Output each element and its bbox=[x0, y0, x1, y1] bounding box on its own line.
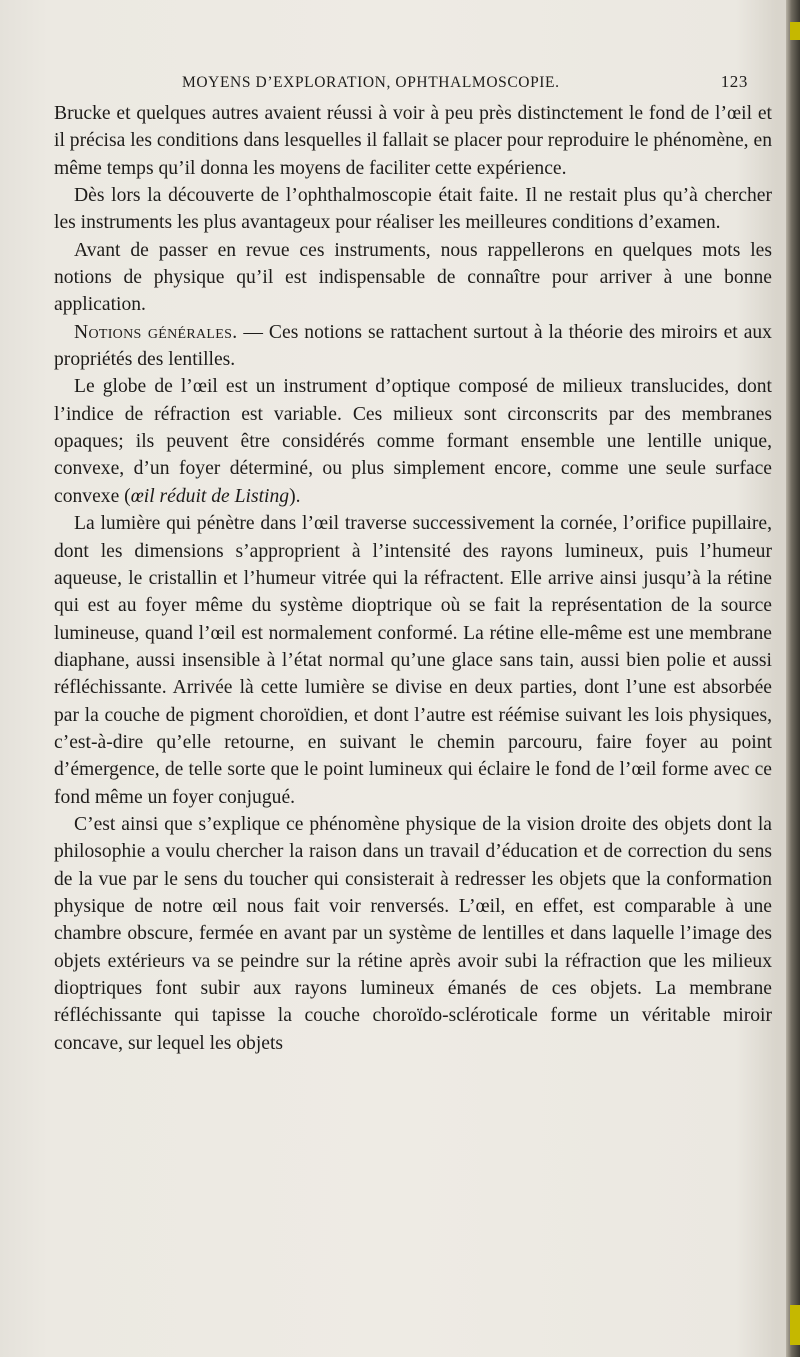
paragraph: Brucke et quelques autres avaient réussi à voir à peu près distinctement le fond de l’œil et il précisa les conditions dans lesquelles il fallait se placer pour reproduire le phénomène, en même temps qu’il donna les moyens de faciliter cette expérience. bbox=[54, 103, 772, 179]
paragraph-text: Le globe de l’œil est un instrument d’optique composé de milieux translucides, dont l’indice de réfraction est variable. Ces milieux sont circonscrits par des membranes opaques; ils peuvent être considérés comme formant ensemble une lentille unique, convexe, d’un foyer déterminé, ou plus simplement encore, comme une seule surface convexe ( bbox=[54, 376, 772, 507]
italic-term: œil réduit de Listing bbox=[130, 485, 290, 507]
paragraph: La lumière qui pénètre dans l’œil traverse successivement la cornée, l’orifice pupillaire, dont les dimensions s’approprient à l’intensité des rayons lumineux, puis l’humeur aqueuse, le cristallin et l’humeur vitrée qui la réfractent. Elle arrive ainsi jusqu’à la rétine qui est au foyer même du système dioptrique où se fait la représentation de la source lumineuse, quand l’œil est normalement conformé. La rétine elle-même est une membrane diaphane, aussi insensible à l’état normal qu’une glace sans tain, aussi bien polie et aussi réfléchissante. Arrivée là cette lumière se divise en deux parties, dont l’une est absorbée par la couche de pigment choroïdien, et dont l’autre est réémise suivant les lois physiques, c’est-à-dire qu’elle retourne, en suivant le chemin parcouru, faire foyer au point d’émergence, de telle sorte que le point lumineux qui éclaire le fond de l’œil forme avec ce fond même un foyer conjugué. bbox=[54, 513, 772, 808]
spine-color-mark bbox=[790, 1305, 800, 1345]
section-heading: Notions générales. bbox=[74, 321, 238, 343]
running-title: MOYENS D’EXPLORATION, OPHTHALMOSCOPIE. bbox=[182, 74, 560, 91]
paragraph bbox=[54, 319, 772, 374]
paragraph: C’est ainsi que s’explique ce phénomène physique de la vision droite des objets dont la philosophie a voulu chercher la raison dans un travail d’éducation et de correction du sens de la vue par le sens du toucher qui consisterait à redresser les objets que la conformation physique de notre œil nous fait voir renversés. L’œil, en effet, est comparable à une chambre obscure, fermée en avant par un système de lentilles et dans laquelle l’image des objets extérieurs va se peindre sur la rétine après avoir subi la réfraction que les milieux dioptriques font subir aux rayons lumineux émanés de ces objets. La membrane réfléchissante qui tapisse la couche choroïdo-scléroticale forme un véritable miroir concave, sur lequel les objets bbox=[54, 813, 772, 1054]
paragraph-text: — Ces notions se rattachent surtout à la théorie des miroirs et aux propriétés des lentilles. bbox=[54, 321, 772, 371]
body-text bbox=[54, 100, 772, 1057]
page-number: 123 bbox=[720, 72, 748, 91]
paragraph-text: ). bbox=[289, 485, 301, 507]
page-header bbox=[182, 74, 748, 100]
spine-color-mark bbox=[790, 22, 800, 40]
paragraph: Dès lors la découverte de l’ophthalmoscopie était faite. Il ne restait plus qu’à chercher les instruments les plus avantageux pour réaliser les meilleures conditions d’examen. bbox=[54, 185, 772, 234]
paragraph: Avant de passer en revue ces instruments, nous rappellerons en quelques mots les notions de physique qu’il est indispensable de connaître pour arriver à une bonne application. bbox=[54, 239, 772, 316]
book-spine-edge bbox=[786, 0, 800, 1357]
paragraph bbox=[54, 373, 772, 510]
